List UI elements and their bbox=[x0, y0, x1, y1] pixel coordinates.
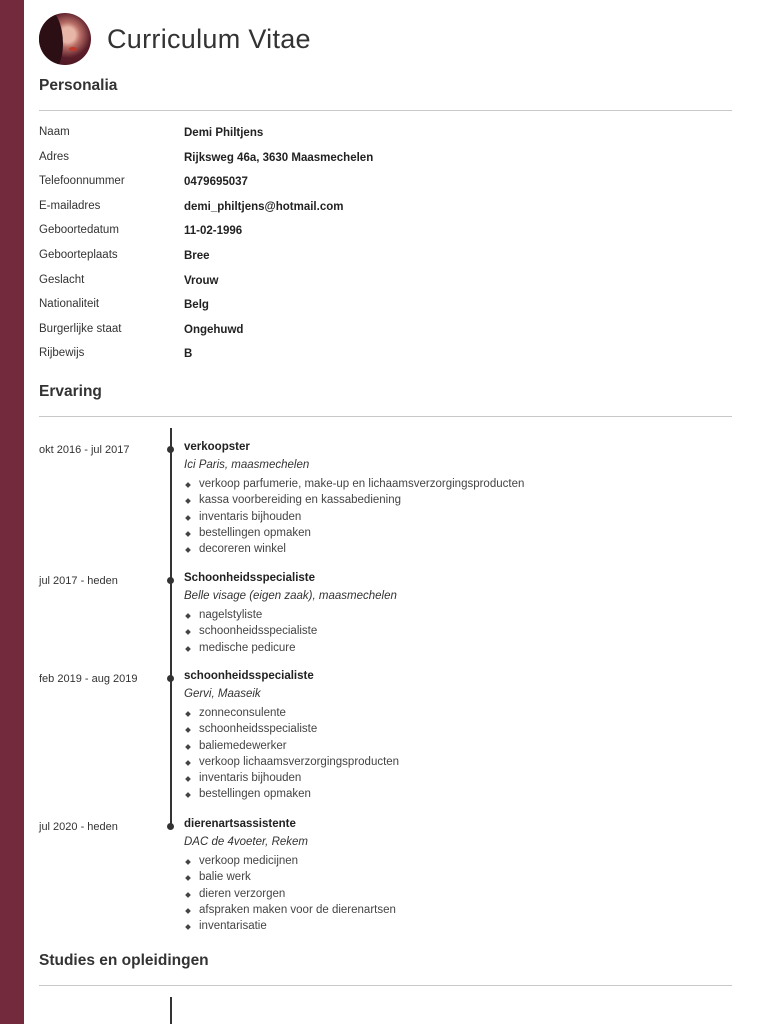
timeline-dot bbox=[167, 823, 174, 830]
divider bbox=[39, 110, 732, 111]
timeline-line bbox=[170, 997, 172, 1024]
entry-employer: DAC de 4voeter, Rekem bbox=[184, 836, 309, 848]
entry-employer: Belle visage (eigen zaak), maasmechelen bbox=[184, 590, 397, 602]
timeline-line bbox=[170, 428, 172, 828]
avatar bbox=[39, 13, 91, 65]
cv-header bbox=[39, 14, 311, 64]
personalia-row-adres bbox=[39, 151, 732, 176]
row-label: Geboortedatum bbox=[39, 224, 119, 237]
entry-job-title: schoonheidsspecialiste bbox=[184, 670, 314, 682]
page-title: Curriculum Vitae bbox=[107, 23, 311, 54]
personalia-row-email bbox=[39, 200, 732, 225]
entry-dates: okt 2016 - jul 2017 bbox=[39, 444, 130, 456]
row-label: Adres bbox=[39, 150, 70, 163]
list-item: schoonheidsspecialiste bbox=[184, 625, 317, 641]
row-label: Geboorteplaats bbox=[39, 248, 118, 261]
row-label: Geslacht bbox=[39, 273, 85, 286]
personalia-row-geboortedatum bbox=[39, 224, 732, 249]
timeline-dot bbox=[167, 675, 174, 682]
row-value: Vrouw bbox=[184, 274, 219, 287]
list-item: afspraken maken voor de dierenartsen bbox=[184, 904, 396, 920]
list-item: dieren verzorgen bbox=[184, 888, 396, 904]
entry-task-list bbox=[184, 478, 524, 559]
row-label: Rijbewijs bbox=[39, 347, 85, 360]
list-item: medische pedicure bbox=[184, 642, 317, 658]
entry-dates: feb 2019 - aug 2019 bbox=[39, 673, 138, 685]
divider bbox=[39, 416, 732, 417]
personalia-row-nationaliteit bbox=[39, 298, 732, 323]
list-item: verkoop lichaamsverzorgingsproducten bbox=[184, 756, 399, 772]
row-value: Belg bbox=[184, 299, 209, 312]
personalia-row-burgerlijke-staat bbox=[39, 323, 732, 348]
entry-job-title: Schoonheidsspecialiste bbox=[184, 572, 316, 584]
entry-employer: Gervi, Maaseik bbox=[184, 688, 261, 700]
left-accent-bar bbox=[0, 0, 24, 1024]
row-value: Demi Philtjens bbox=[184, 127, 264, 139]
entry-dates: jul 2020 - heden bbox=[39, 821, 118, 833]
list-item: zonneconsulente bbox=[184, 707, 399, 723]
list-item: balie werk bbox=[184, 871, 396, 887]
entry-task-list bbox=[184, 707, 399, 805]
timeline-dot bbox=[167, 446, 174, 453]
personalia-table bbox=[39, 126, 732, 372]
personalia-row-rijbewijs bbox=[39, 347, 732, 372]
entry-task-list bbox=[184, 855, 396, 936]
row-value: Rijksweg 46a, 3630 Maasmechelen bbox=[184, 151, 374, 164]
entry-task-list bbox=[184, 609, 317, 658]
list-item: inventaris bijhouden bbox=[184, 511, 524, 527]
entry-employer: Ici Paris, maasmechelen bbox=[184, 459, 310, 471]
list-item: verkoop medicijnen bbox=[184, 855, 396, 871]
row-label: Burgerlijke staat bbox=[39, 322, 122, 335]
row-label: E-mailadres bbox=[39, 199, 101, 212]
row-label: Naam bbox=[39, 126, 70, 138]
personalia-row-naam bbox=[39, 126, 732, 151]
row-value: 0479695037 bbox=[184, 176, 248, 189]
cv-document bbox=[39, 0, 732, 1024]
section-title-personalia: Personalia bbox=[39, 77, 118, 94]
list-item: kassa voorbereiding en kassabediening bbox=[184, 494, 524, 510]
row-value: Ongehuwd bbox=[184, 323, 244, 336]
list-item: inventarisatie bbox=[184, 920, 396, 936]
personalia-row-geslacht bbox=[39, 274, 732, 299]
list-item: decoreren winkel bbox=[184, 543, 524, 559]
entry-job-title: verkoopster bbox=[184, 441, 250, 453]
entry-dates: jul 2017 - heden bbox=[39, 575, 118, 587]
divider bbox=[39, 985, 732, 986]
list-item: bestellingen opmaken bbox=[184, 788, 399, 804]
row-value: Bree bbox=[184, 249, 210, 262]
timeline-dot bbox=[167, 577, 174, 584]
list-item: schoonheidsspecialiste bbox=[184, 723, 399, 739]
row-value: B bbox=[184, 348, 193, 361]
row-value: 11-02-1996 bbox=[184, 225, 243, 238]
list-item: inventaris bijhouden bbox=[184, 772, 399, 788]
row-value: demi_philtjens@hotmail.com bbox=[184, 200, 344, 213]
personalia-row-telefoonnummer bbox=[39, 175, 732, 200]
list-item: nagelstyliste bbox=[184, 609, 317, 625]
list-item: baliemedewerker bbox=[184, 740, 399, 756]
section-title-ervaring: Ervaring bbox=[39, 383, 102, 400]
list-item: bestellingen opmaken bbox=[184, 527, 524, 543]
list-item: verkoop parfumerie, make-up en lichaamsverzorgingsproducten bbox=[184, 478, 524, 494]
row-label: Telefoonnummer bbox=[39, 175, 125, 188]
section-title-studies: Studies en opleidingen bbox=[39, 952, 209, 969]
personalia-row-geboorteplaats bbox=[39, 249, 732, 274]
entry-job-title: dierenartsassistente bbox=[184, 818, 296, 830]
row-label: Nationaliteit bbox=[39, 298, 100, 311]
